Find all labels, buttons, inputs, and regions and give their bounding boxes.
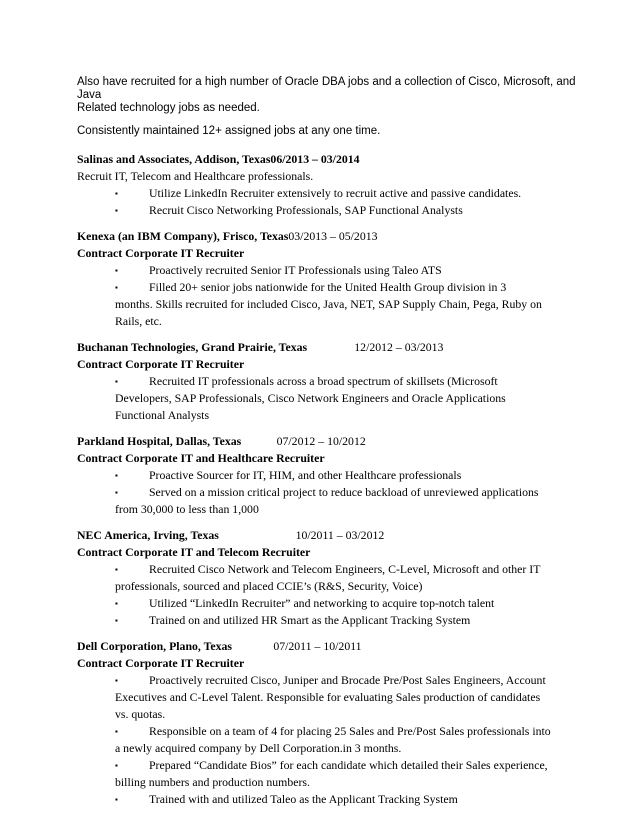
bullet-item — [77, 595, 582, 612]
intro-text: Java — [77, 89, 102, 101]
bullet-text: Utilized “LinkedIn Recruiter” and networking to acquire top-notch talent — [149, 596, 495, 610]
bullet-icon: ▪ — [115, 488, 118, 497]
job-dates: 10/2011 – 03/2012 — [295, 528, 385, 542]
bullet-item — [77, 373, 582, 390]
job-entry — [77, 433, 582, 518]
job-entry — [77, 638, 582, 808]
bullet-item — [77, 791, 582, 808]
bullet-continuation: billing numbers and production numbers. — [115, 775, 310, 789]
bullet-text: Responsible on a team of 4 for placing 25 Sales and Pre/Post Sales professionals into — [149, 724, 551, 738]
bullet-icon: ▪ — [115, 283, 118, 292]
bullet-item — [77, 262, 582, 279]
bullet-text: Recruit Cisco Networking Professionals, SAP Functional Analysts — [149, 203, 463, 217]
job-header — [77, 638, 582, 655]
job-header — [77, 527, 582, 544]
bullet-icon: ▪ — [115, 189, 118, 198]
bullet-icon: ▪ — [115, 599, 118, 608]
bullet-text: Trained with and utilized Taleo as the Applicant Tracking System — [149, 792, 458, 806]
bullet-continuation: Rails, etc. — [115, 314, 162, 328]
bullet-text: Proactively recruited Senior IT Professionals using Taleo ATS — [149, 263, 442, 277]
bullet-icon: ▪ — [115, 616, 118, 625]
bullet-continuation: vs. quotas. — [115, 707, 166, 721]
bullet-item — [77, 561, 582, 578]
job-dates: 06/2013 – 03/2014 — [270, 152, 360, 166]
bullet-continuation: Developers, SAP Professionals, Cisco Network Engineers and Oracle Applications — [115, 391, 506, 405]
job-dates: 12/2012 – 03/2013 — [354, 340, 444, 354]
bullet-text: Recruited IT professionals across a broad spectrum of skillsets (Microsoft — [149, 374, 498, 388]
bullet-icon: ▪ — [115, 266, 118, 275]
bullet-item — [77, 279, 582, 296]
intro-line-1 — [77, 76, 597, 115]
intro-text: Related technology jobs as needed. — [77, 102, 260, 114]
job-title: Contract Corporate IT and Telecom Recruiter — [77, 545, 311, 559]
bullet-continuation: Executives and C-Level Talent. Responsible for evaluating Sales production of candidates — [115, 690, 541, 704]
job-title: Contract Corporate IT Recruiter — [77, 246, 245, 260]
job-entry — [77, 527, 582, 629]
job-dates: 03/2013 – 05/2013 — [288, 229, 378, 243]
bullet-text: Prepared “Candidate Bios” for each candidate which detailed their Sales experience, — [149, 758, 548, 772]
job-title: Contract Corporate IT Recruiter — [77, 357, 245, 371]
job-header — [77, 339, 582, 356]
intro-text: Also have recruited for a high number of Oracle DBA jobs and a collection of Cisco, Microsoft, and — [77, 76, 576, 88]
job-entry — [77, 339, 582, 424]
bullet-item — [77, 612, 582, 629]
bullet-item — [77, 723, 582, 740]
bullet-continuation: Functional Analysts — [115, 408, 210, 422]
job-title: Contract Corporate IT Recruiter — [77, 656, 245, 670]
bullet-icon: ▪ — [115, 206, 118, 215]
bullet-icon: ▪ — [115, 565, 118, 574]
bullet-continuation: from 30,000 to less than 1,000 — [115, 502, 259, 516]
bullet-continuation: months. Skills recruited for included Cisco, Java, NET, SAP Supply Chain, Pega, Ruby on — [115, 297, 542, 311]
bullet-item — [77, 467, 582, 484]
bullet-continuation: professionals, sourced and placed CCIE’s (R&S, Security, Voice) — [115, 579, 423, 593]
bullet-item — [77, 672, 582, 689]
bullet-icon: ▪ — [115, 761, 118, 770]
job-header — [77, 228, 582, 245]
company-name: Dell Corporation, Plano, Texas — [77, 639, 233, 653]
job-dates: 07/2012 – 10/2012 — [276, 434, 366, 448]
job-entry — [77, 151, 582, 219]
bullet-icon: ▪ — [115, 795, 118, 804]
job-dates: 07/2011 – 10/2011 — [273, 639, 362, 653]
job-header — [77, 433, 582, 450]
bullet-item — [77, 757, 582, 774]
job-entry — [77, 228, 582, 330]
job-title: Contract Corporate IT and Healthcare Recruiter — [77, 451, 325, 465]
job-title: Recruit IT, Telecom and Healthcare professionals. — [77, 169, 314, 183]
bullet-item — [77, 202, 582, 219]
employment-history — [77, 151, 582, 817]
bullet-item — [77, 185, 582, 202]
job-header — [77, 151, 582, 168]
company-name: Kenexa (an IBM Company), Frisco, Texas — [77, 229, 289, 243]
bullet-text: Utilize LinkedIn Recruiter extensively to recruit active and passive candidates. — [149, 186, 522, 200]
bullet-icon: ▪ — [115, 377, 118, 386]
company-name: Parkland Hospital, Dallas, Texas — [77, 434, 242, 448]
bullet-text: Proactively recruited Cisco, Juniper and Brocade Pre/Post Sales Engineers, Account — [149, 673, 546, 687]
bullet-text: Trained on and utilized HR Smart as the Applicant Tracking System — [149, 613, 471, 627]
intro-text: Consistently maintained 12+ assigned jobs at any one time. — [77, 125, 381, 137]
intro-line-2 — [77, 125, 597, 138]
company-name: NEC America, Irving, Texas — [77, 528, 219, 542]
company-name: Salinas and Associates, Addison, Texas — [77, 152, 271, 166]
bullet-text: Filled 20+ senior jobs nationwide for the United Health Group division in 3 — [149, 280, 507, 294]
bullet-item — [77, 484, 582, 501]
bullet-icon: ▪ — [115, 676, 118, 685]
bullet-text: Proactive Sourcer for IT, HIM, and other Healthcare professionals — [149, 468, 462, 482]
bullet-text: Served on a mission critical project to reduce backload of unreviewed applications — [149, 485, 539, 499]
bullet-continuation: a newly acquired company by Dell Corporation.in 3 months. — [115, 741, 402, 755]
bullet-text: Recruited Cisco Network and Telecom Engineers, C-Level, Microsoft and other IT — [149, 562, 541, 576]
company-name: Buchanan Technologies, Grand Prairie, Texas — [77, 340, 308, 354]
bullet-icon: ▪ — [115, 727, 118, 736]
bullet-icon: ▪ — [115, 471, 118, 480]
